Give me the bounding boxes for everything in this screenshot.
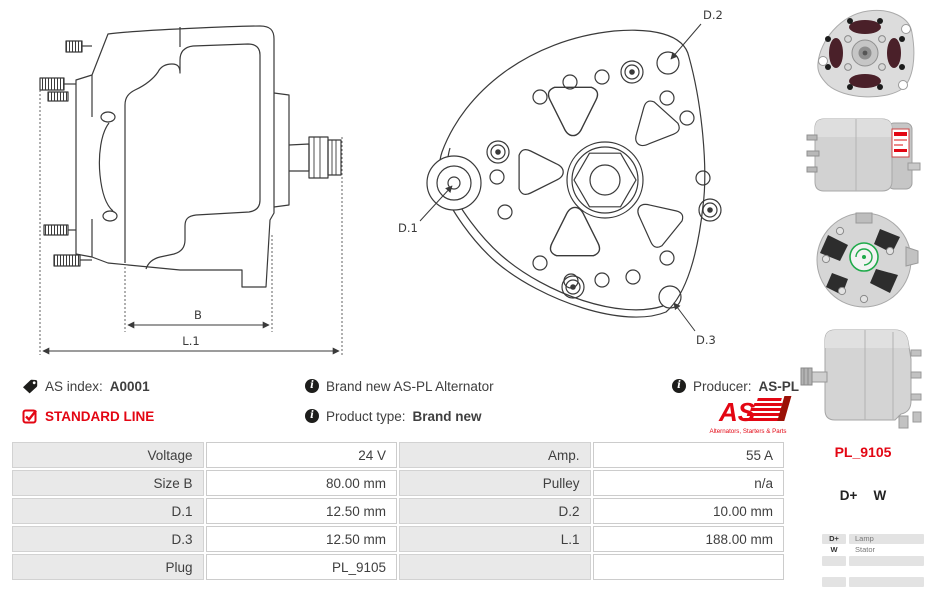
- spec-label: Pulley: [399, 470, 591, 496]
- spec-value: 55 A: [593, 442, 785, 468]
- standard-line-badge: STANDARD LINE: [45, 408, 155, 424]
- dim-label-l1: L.1: [182, 334, 200, 348]
- brand-new-text: Brand new AS-PL Alternator: [326, 378, 494, 394]
- producer-value: AS-PL: [758, 378, 800, 394]
- as-index-label: AS index:: [45, 378, 103, 394]
- terminal-code: [822, 556, 846, 566]
- spec-label: D.1: [12, 498, 204, 524]
- spec-label: Voltage: [12, 442, 204, 468]
- technical-drawing-front-view: [390, 0, 762, 367]
- product-type-value: Brand new: [412, 408, 482, 424]
- tag-icon: [22, 379, 38, 394]
- spec-label: L.1: [399, 526, 591, 552]
- table-row: [12, 498, 784, 524]
- spec-label: Plug: [12, 554, 204, 580]
- spec-value: 10.00 mm: [593, 498, 785, 524]
- spec-value: PL_9105: [206, 554, 398, 580]
- spec-value: 24 V: [206, 442, 398, 468]
- spec-value: [593, 554, 785, 580]
- alternator-front-outline: [427, 30, 721, 317]
- standard-line-row: [22, 407, 154, 425]
- spec-label: [399, 554, 591, 580]
- technical-drawing-side-view: [8, 5, 370, 372]
- terminal-desc: [849, 577, 924, 587]
- as-pl-logo: [697, 394, 799, 443]
- spec-label: Amp.: [399, 442, 591, 468]
- as-index-value: A0001: [109, 378, 150, 394]
- info-icon: i: [305, 379, 319, 393]
- dim-label-b: B: [194, 308, 202, 322]
- spec-table: [10, 440, 786, 582]
- spec-label: Size B: [12, 470, 204, 496]
- terminal-row: [822, 556, 924, 566]
- spec-value: n/a: [593, 470, 785, 496]
- spec-value: 188.00 mm: [593, 526, 785, 552]
- terminal-dplus: D+: [839, 488, 858, 503]
- terminal-row: [822, 545, 924, 555]
- as-index-row: [22, 377, 150, 395]
- table-row: [12, 442, 784, 468]
- terminal-desc: Lamp: [849, 534, 924, 544]
- dim-label-d1: D.1: [398, 221, 418, 235]
- logo-text: AS: [719, 397, 756, 427]
- terminal-desc: Stator: [855, 545, 876, 554]
- alternator-rear-photo[interactable]: [806, 207, 923, 319]
- product-type-row: [305, 407, 482, 425]
- info-icon: i: [672, 379, 686, 393]
- alternator-shaft-side-photo[interactable]: [799, 316, 929, 439]
- dim-label-d2: D.2: [703, 8, 723, 22]
- spec-label: D.2: [399, 498, 591, 524]
- spec-value: 12.50 mm: [206, 498, 398, 524]
- table-row: [12, 554, 784, 580]
- checkbox-checked-icon: [22, 408, 38, 424]
- terminal-row: [822, 534, 924, 544]
- terminal-code: D+: [822, 534, 846, 544]
- table-row: [12, 470, 784, 496]
- alternator-side-photo[interactable]: [804, 107, 924, 209]
- terminal-row: [822, 577, 924, 587]
- alternator-side-outline: [40, 26, 341, 287]
- table-row: [12, 526, 784, 552]
- producer-label: Producer:: [693, 378, 752, 394]
- dim-label-d3: D.3: [696, 333, 716, 347]
- producer-row: [672, 377, 799, 395]
- dimension-lines: [40, 90, 342, 355]
- brand-new-row: [305, 377, 494, 395]
- product-photos-sidebar: [797, 0, 929, 592]
- terminal-w: W: [873, 488, 887, 503]
- alternator-front-photo[interactable]: [806, 3, 924, 110]
- terminal-code: [822, 577, 846, 587]
- logo-tagline: Alternators, Starters & Parts: [709, 428, 787, 435]
- product-type-label: Product type:: [326, 408, 406, 424]
- terminal-code: W: [830, 545, 838, 554]
- spec-value: 80.00 mm: [206, 470, 398, 496]
- plug-code-label: PL_9105: [834, 444, 892, 460]
- terminal-desc: [849, 556, 924, 566]
- terminal-table: [822, 534, 924, 588]
- spec-label: D.3: [12, 526, 204, 552]
- spec-value: 12.50 mm: [206, 526, 398, 552]
- info-icon: i: [305, 409, 319, 423]
- terminal-legend: [797, 488, 929, 503]
